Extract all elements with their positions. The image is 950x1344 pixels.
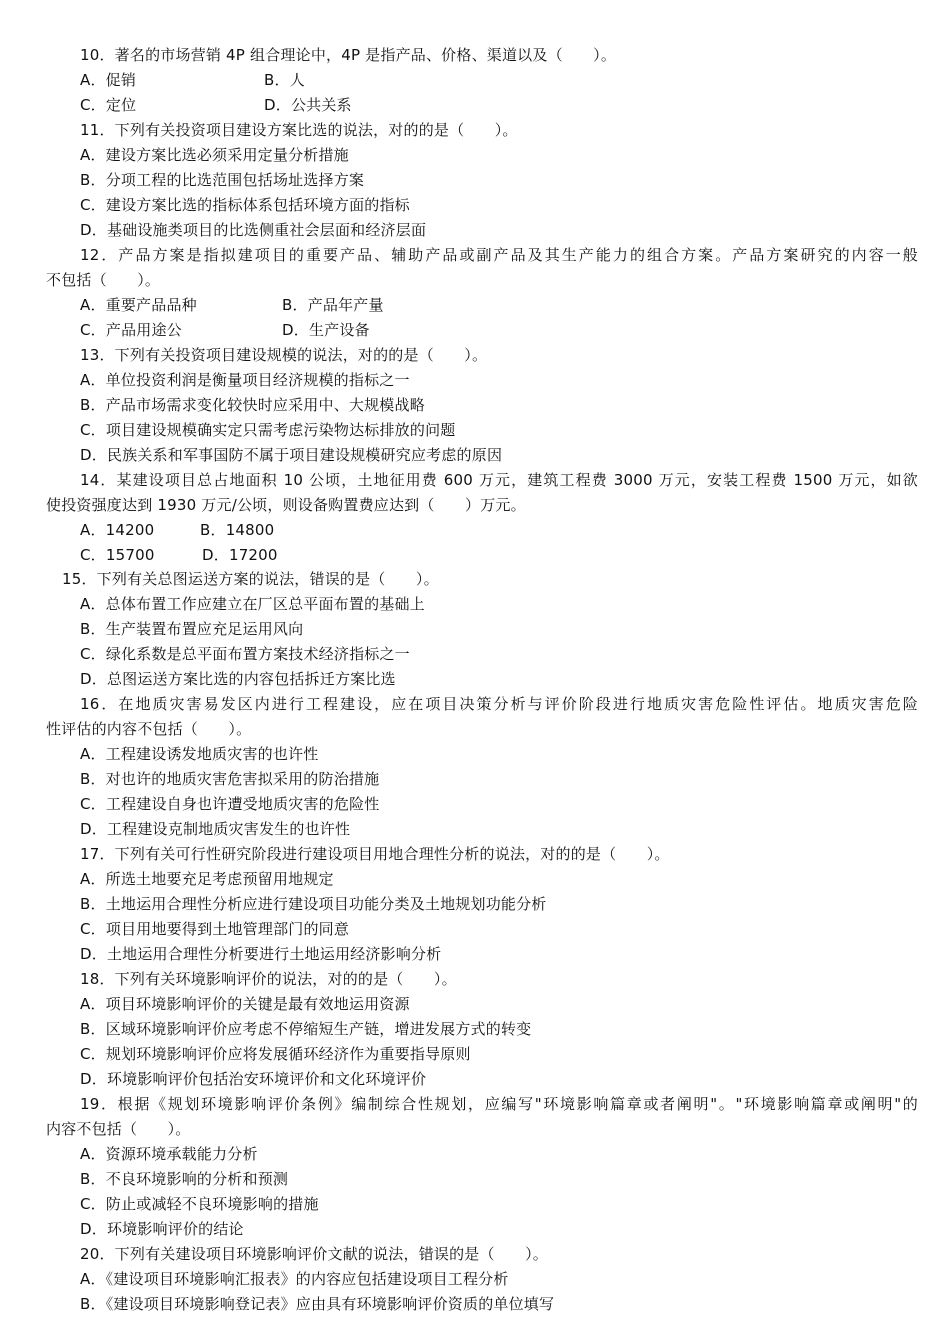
question-12-option-a: A．重要产品品种 xyxy=(80,296,197,314)
question-15-option-c: C．绿化系数是总平面布置方案技术经济指标之一 xyxy=(80,645,410,663)
question-16-stem-line-1: 16．在地质灾害易发区内进行工程建设，应在项目决策分析与评价阶段进行地质灾害危险性评估。地质灾害危险 xyxy=(80,695,918,713)
question-15-option-a: A．总体布置工作应建立在厂区总平面布置的基础上 xyxy=(80,595,425,613)
question-12-stem-line-2: 不包括（ ）。 xyxy=(46,271,161,289)
question-17-option-d: D．土地运用合理性分析要进行土地运用经济影响分析 xyxy=(80,945,442,963)
question-18-option-b: B．区域环境影响评价应考虑不停缩短生产链，增进发展方式的转变 xyxy=(80,1020,532,1038)
question-19-stem-line-2: 内容不包括（ ）。 xyxy=(46,1120,191,1138)
question-16-option-a: A．工程建设诱发地质灾害的也许性 xyxy=(80,745,319,763)
question-10-option-b: B．人 xyxy=(264,71,305,89)
question-20-option-a: A．《建设项目环境影响汇报表》的内容应包括建设项目工程分析 xyxy=(80,1270,509,1288)
question-10-option-d: D．公共关系 xyxy=(264,96,352,114)
question-11-option-d: D．基础设施类项目的比选侧重社会层面和经济层面 xyxy=(80,221,427,239)
question-19-option-b: B．不良环境影响的分析和预测 xyxy=(80,1170,289,1188)
question-17-option-c: C．项目用地要得到土地管理部门的同意 xyxy=(80,920,350,938)
question-16-stem-line-2: 性评估的内容不包括（ ）。 xyxy=(46,720,252,738)
question-14-option-d: D．17200 xyxy=(202,546,278,564)
question-11-option-a: A．建设方案比选必须采用定量分析措施 xyxy=(80,146,349,164)
question-10-option-row xyxy=(46,68,950,93)
question-18-option-d: D．环境影响评价包括治安环境评价和文化环境评价 xyxy=(80,1070,427,1088)
question-14-option-a: A．14200 xyxy=(80,521,155,539)
question-14-stem-line-1: 14．某建设项目总占地面积 10 公顷，土地征用费 600 万元，建筑工程费 3000 万元，安装工程费 1500 万元，如欲 xyxy=(80,471,918,489)
question-18-stem: 18．下列有关环境影响评价的说法，对的的是（ ）。 xyxy=(80,970,457,988)
question-15-option-b: B．生产装置布置应充足运用风向 xyxy=(80,620,304,638)
question-11-option-b: B．分项工程的比选范围包括场址选择方案 xyxy=(80,171,365,189)
question-14-option-c: C．15700 xyxy=(80,546,155,564)
question-10-stem: 10．著名的市场营销 4P 组合理论中，4P 是指产品、价格、渠道以及（ ）。 xyxy=(80,46,617,64)
question-18-option-a: A．项目环境影响评价的关键是最有效地运用资源 xyxy=(80,995,410,1013)
question-11-option-c: C．建设方案比选的指标体系包括环境方面的指标 xyxy=(80,196,410,214)
question-20-stem: 20．下列有关建设项目环境影响评价文献的说法，错误的是（ ）。 xyxy=(80,1245,548,1263)
question-17-option-b: B．土地运用合理性分析应进行建设项目功能分类及土地规划功能分析 xyxy=(80,895,547,913)
question-13-stem: 13．下列有关投资项目建设规模的说法，对的的是（ ）。 xyxy=(80,346,488,364)
question-12-option-d: D．生产设备 xyxy=(282,321,370,339)
question-16-option-d: D．工程建设克制地质灾害发生的也许性 xyxy=(80,820,351,838)
question-14-option-row xyxy=(46,543,950,568)
question-13-option-d: D．民族关系和军事国防不属于项目建设规模研究应考虑的原因 xyxy=(80,446,503,464)
question-13-option-b: B．产品市场需求变化较快时应采用中、大规模战略 xyxy=(80,396,425,414)
question-18-option-c: C．规划环境影响评价应将发展循环经济作为重要指导原则 xyxy=(80,1045,471,1063)
question-12-option-b: B．产品年产量 xyxy=(282,296,384,314)
question-19-stem-line-1: 19．根据《规划环境影响评价条例》编制综合性规划，应编写"环境影响篇章或者阐明"。"环境影响篇章或阐明"的 xyxy=(80,1095,918,1113)
question-16-option-b: B．对也许的地质灾害危害拟采用的防治措施 xyxy=(80,770,380,788)
question-10-option-c: C．定位 xyxy=(80,96,137,114)
question-12-option-c: C．产品用途公 xyxy=(80,321,182,339)
question-13-option-a: A．单位投资利润是衡量项目经济规模的指标之一 xyxy=(80,371,410,389)
question-10-option-a: A．促销 xyxy=(80,71,137,89)
question-19-option-c: C．防止或减轻不良环境影响的措施 xyxy=(80,1195,319,1213)
question-14-option-b: B．14800 xyxy=(200,521,275,539)
question-13-option-c: C．项目建设规模确实定只需考虑污染物达标排放的问题 xyxy=(80,421,456,439)
question-20-option-b: B．《建设项目环境影响登记表》应由具有环境影响评价资质的单位填写 xyxy=(80,1295,555,1313)
question-17-stem: 17．下列有关可行性研究阶段进行建设项目用地合理性分析的说法，对的的是（ ）。 xyxy=(80,845,670,863)
question-19-option-d: D．环境影响评价的结论 xyxy=(80,1220,244,1238)
question-10-option-row xyxy=(46,93,950,118)
question-14-option-row xyxy=(46,518,950,543)
question-12-stem-line-1: 12．产品方案是指拟建项目的重要产品、辅助产品或副产品及其生产能力的组合方案。产品方案研究的内容一般 xyxy=(80,246,918,264)
question-14-stem-line-2: 使投资强度达到 1930 万元/公顷，则设备购置费应达到（ ）万元。 xyxy=(46,496,526,514)
question-12-option-row xyxy=(46,293,950,318)
question-15-stem: 15．下列有关总图运送方案的说法，错误的是（ ）。 xyxy=(62,570,439,588)
question-11-stem: 11．下列有关投资项目建设方案比选的说法，对的的是（ ）。 xyxy=(80,121,518,139)
question-19-option-a: A．资源环境承载能力分析 xyxy=(80,1145,258,1163)
question-15-option-d: D．总图运送方案比选的内容包括拆迁方案比选 xyxy=(80,670,396,688)
question-12-option-row xyxy=(46,318,950,343)
question-16-option-c: C．工程建设自身也许遭受地质灾害的危险性 xyxy=(80,795,380,813)
question-17-option-a: A．所选土地要充足考虑预留用地规定 xyxy=(80,870,334,888)
